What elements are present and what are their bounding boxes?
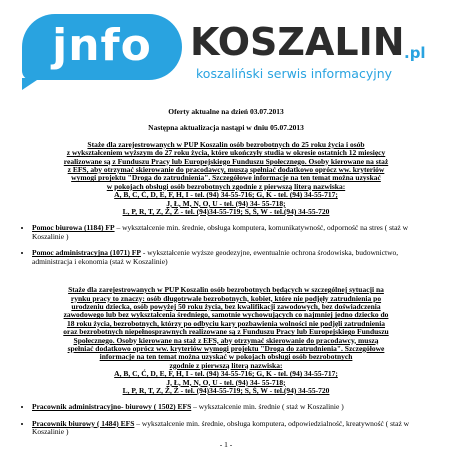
header [0,0,452,100]
document-body [14,108,438,445]
offer-label: Pomoc biurowa (1184) FP [32,223,115,233]
offer-desc: – wykształcenie min. średnie, obsługa komputera, odpowiedzialność, kreatywność ( staż w Koszalinie ) [32,418,410,437]
heading-line: wymogi projektu "Droga do zatrudnienia". Szczegółowe informacje na ten temat można uzyskać [71,173,381,183]
logo-brand: jnfo [52,20,152,71]
list-item [32,420,438,437]
heading-line: Staże dla zarejestrowanych w PUP Koszalin osób bezrobotnych do 25 roku życia i osób [87,139,365,149]
offer-desc: - wykształcenie wyższe geodezyjne, ewentualnie ochrona środowiska, budownictwo, administracja i ekonomia (staż w Koszalinie) [32,248,399,266]
section1-heading [14,141,438,217]
heading-line: realizowane są z Funduszu Pracy lub Europejskiego Funduszu Społecznego. Osoby kierowane na staż [63,156,389,166]
heading-line: informacje na ten temat można uzyskać w pokojach obsługi osób bezrobotnych [99,352,353,362]
offer-label: Pracownik biurowy ( 1484) EFS [32,418,135,428]
heading-line: w pokojach obsługi osób bezrobotnych zgodnie z pierwszą literą nazwiska: [106,181,346,191]
heading-line: zgodnie z pierwszą literą nazwiska: [169,360,283,370]
heading-line: Społecznego. Osoby kierowane na staż z EFS, aby otrzymać skierowanie do pracodawcy, muszą [73,335,379,345]
offer-label: Pracownik administracyjno- biurowy ( 1502) EFS [32,402,192,412]
logo-tagline: koszaliński serwis informacyjny [196,66,393,81]
heading-line: rynku pracy to znaczy: osób długotrwale bezrobotnych, kobiet, które nie podjęły zatrudnienia po [70,293,382,303]
list-item [32,249,438,266]
heading-line: urodzeniu dziecka, osób powyżej 50 roku życia, bez kwalifikacji zawodowych, bez doświadczenia [71,301,381,311]
letters-line: A, B, C, Ć, D, E, F, H, I - tel. (94) 34-55-716; G, K - tel. (94) 34-55-717; [114,369,338,379]
heading-line: zawodowego lub bez wykształcenia średniego, samotnie wychowujących co najmniej jedno dziecko do [63,310,389,320]
logo-city: KOSZALIN [190,20,405,64]
list-item [32,403,438,411]
offer-desc: – wykształcenie min. średnie ( staż w Koszalinie ) [191,402,344,412]
letters-line: J, Ł, M, N, O, U - tel. (94) 34- 55-718; [166,377,286,387]
section2-offers [14,403,438,436]
letters-line: A, B, C, Ć, D, E, F, H, I - tel. (94) 34-55-716; G, K - tel. (94) 34-55-717; [114,190,338,200]
page-number: - 1 - [219,440,233,449]
offer-desc: – wykształcenie min. średnie, obsługa komputera, komunikatywność, odporność na stres ( staż w Koszalinie ) [32,223,409,241]
doc-title: Oferty aktualne na dzień 03.07.2013 [168,107,284,116]
heading-line: Staże dla zarejestrowanych w PUP Koszalin osób bezrobotnych będących w szczególnej sytuacji na [68,285,384,295]
heading-line: 18 roku życia, bezrobotnych, którzy po odbyciu kary pozbawienia wolności nie podjęli zatrudnienia [66,318,386,328]
letters-line: L, P, R, T, Z, Ż, Ź - tel. (94)34-55-719; S, Ś, W - tel.(94) 34-55-720 [122,207,330,217]
letters-line: L, P, R, T, Z, Ż, Ź - tel. (94)34-55-719; S, Ś, W - tel.(94) 34-55-720 [122,385,330,395]
heading-line: z wykształceniem wyższym do 27 roku życia, które ukończyły studia w okresie ostatnich 12 miesięcy [66,148,386,158]
letters-line: J, Ł, M, N, O, U - tel. (94) 34- 55-718; [166,198,286,208]
heading-line: spełniać dodatkowo oprócz ww. kryteriów wymogi projektu "Droga do zatrudnienia". Szczegółowe [67,343,385,353]
list-item [32,224,438,241]
section2-heading [14,286,438,395]
heading-line: oraz bezrobotnych niepełnosprawnych realizowane są z Funduszu Pracy lub Europejskiego Funduszu [63,327,389,337]
heading-line: z EFS, aby otrzymać skierowanie do pracodawcy, muszą spełniać dodatkowo oprócz ww. kryteriów [67,165,385,175]
offer-label: Pomoc administracyjna (1071) FP [32,248,141,258]
logo-tld: .pl [404,44,426,62]
section1-offers [14,224,438,266]
doc-subtitle: Następna aktualizacja nastąpi w dniu 05.07.2013 [148,123,304,133]
